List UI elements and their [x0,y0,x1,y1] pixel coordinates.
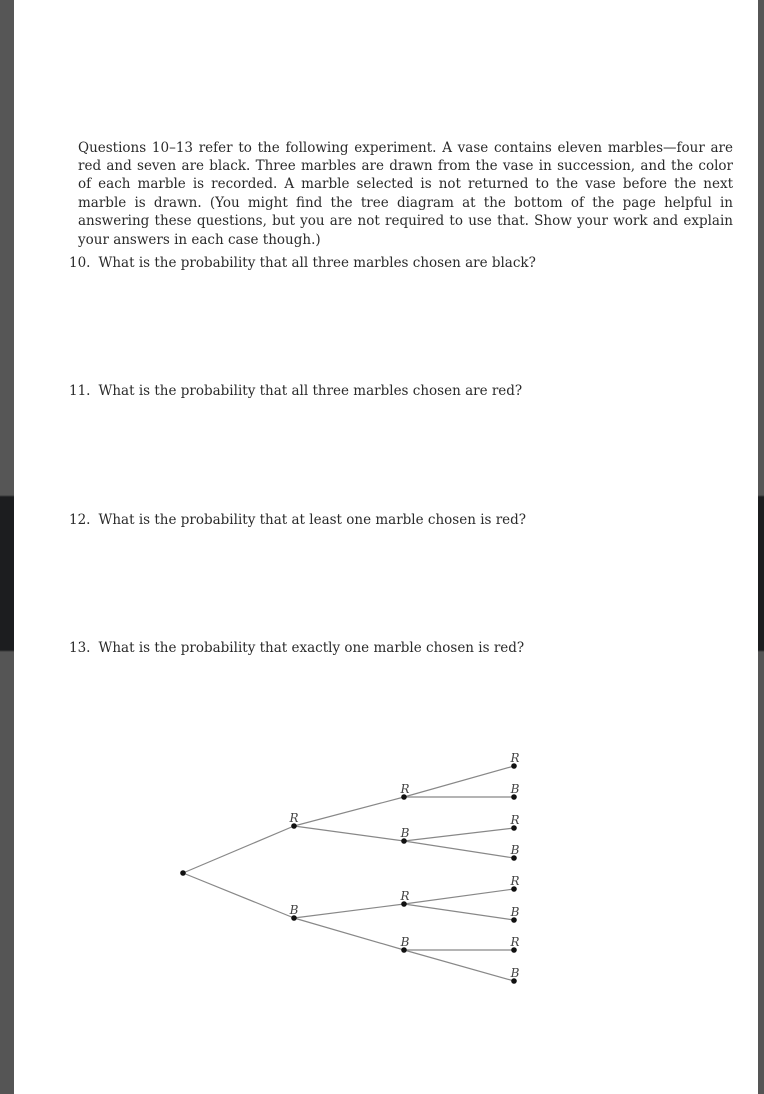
node-label: R [400,889,410,903]
branch [294,918,404,950]
tree-branches [183,766,514,981]
question-number: 10. [69,255,91,271]
node-label: R [510,813,520,827]
question-text: What is the probability that exactly one marble chosen is red? [98,640,525,656]
node-label: R [289,811,299,825]
document-page [14,0,758,1094]
node-label: B [510,966,520,980]
tree-labels [288,751,519,980]
question-text: What is the probability that all three marbles chosen are black? [98,255,536,271]
branch [404,766,514,797]
root-node [180,870,186,876]
tree-diagram [14,0,758,1094]
branch [404,828,514,841]
branch [404,889,514,904]
branch [294,797,404,826]
question-number: 12. [69,512,91,528]
tree-nodes [180,763,520,984]
branch [294,904,404,918]
node-label: R [510,751,520,765]
question-number: 11. [69,383,91,399]
branch [183,873,294,918]
branch [294,826,404,841]
node-label: B [400,935,410,949]
question-text: What is the probability that all three marbles chosen are red? [98,383,523,399]
node-label: R [510,935,520,949]
node-label: R [510,874,520,888]
node-label: B [400,826,410,840]
node-label: B [289,903,299,917]
branch [404,950,514,981]
branch [404,841,514,858]
question-text: What is the probability that at least one marble chosen is red? [98,512,527,528]
node-label: B [510,782,520,796]
node-label: R [400,782,410,796]
question-number: 13. [69,640,91,656]
node-label: B [510,905,520,919]
intro-paragraph: Questions 10–13 refer to the following experiment. A vase contains eleven marbles—four are red and seven are black. Three marbles are drawn from the vase in succession, and the color of each marble is recorded. A marble selected is not returned to the vase before the next marble is drawn. (You might find the tree diagram at the bottom of the page helpful in answering these questions, but you are not required to use that. Show your work and explain your answers in each case though.) [78,139,733,248]
branch [183,826,294,873]
node-label: B [510,843,520,857]
branch [404,904,514,920]
